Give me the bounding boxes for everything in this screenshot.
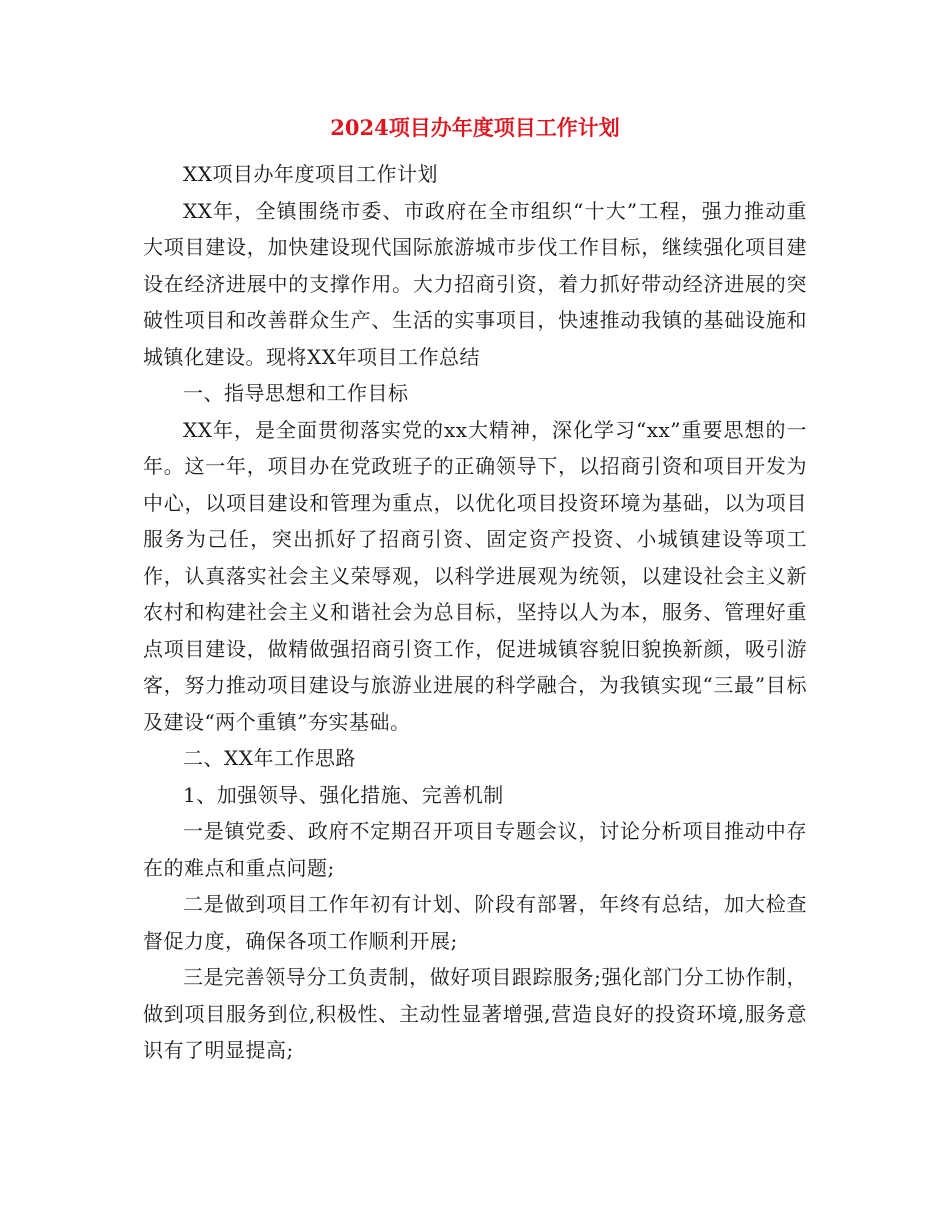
- section-heading-2: 二、XX年工作思路: [183, 746, 356, 770]
- paragraph-guiding-thought: XX年，是全面贯彻落实党的xx大精神，深化学习“xx”重要思想的一年。这一年，项目办在党政班子的正确领导下，以招商引资和项目开发为中心，以项目建设和管理为重点，以优化项目投资环境为基础，以为项目服务为己任，突出抓好了招商引资、固定资产投资、小城镇建设等项工作，认真落实社会主义荣辱观，以科学进展观为统领，以建设社会主义新农村和构建社会主义和谐社会为总目标，坚持以人为本，服务、管理好重点项目建设，做精做强招商引资工作，促进城镇容貌旧貌换新颜，吸引游客，努力推动项目建设与旅游业进展的科学融合，为我镇实现“三最”目标及建设“两个重镇”夯实基础。: [143, 417, 807, 734]
- paragraph-item-1: 一是镇党委、政府不定期召开项目专题会议，讨论分析项目推动中存在的难点和重点问题;: [143, 819, 807, 880]
- subsection-heading-1: 1、加强领导、强化措施、完善机制: [183, 782, 504, 807]
- document-title: 2024项目办年度项目工作计划: [330, 115, 620, 140]
- document-body: [143, 156, 807, 1069]
- paragraph-item-2: 二是做到项目工作年初有计划、阶段有部署，年终有总结，加大检查督促力度，确保各项工作顺利开展;: [143, 892, 807, 953]
- section-heading-1: 一、指导思想和工作目标: [183, 381, 409, 405]
- paragraph-intro: XX年，全镇围绕市委、市政府在全市组织“十大”工程，强力推动重大项目建设，加快建设现代国际旅游城市步伐工作目标，继续强化项目建设在经济进展中的支撑作用。大力招商引资，着力抓好带动经济进展的突破性项目和改善群众生产、生活的实事项目，快速推动我镇的基础设施和城镇化建设。现将XX年项目工作总结: [143, 198, 807, 369]
- paragraph-subtitle: XX项目办年度项目工作计划: [183, 162, 438, 186]
- paragraph-item-3: 三是完善领导分工负责制，做好项目跟踪服务;强化部门分工协作制，做到项目服务到位,积极性、主动性显著增强,营造良好的投资环境,服务意识有了明显提高;: [143, 965, 807, 1062]
